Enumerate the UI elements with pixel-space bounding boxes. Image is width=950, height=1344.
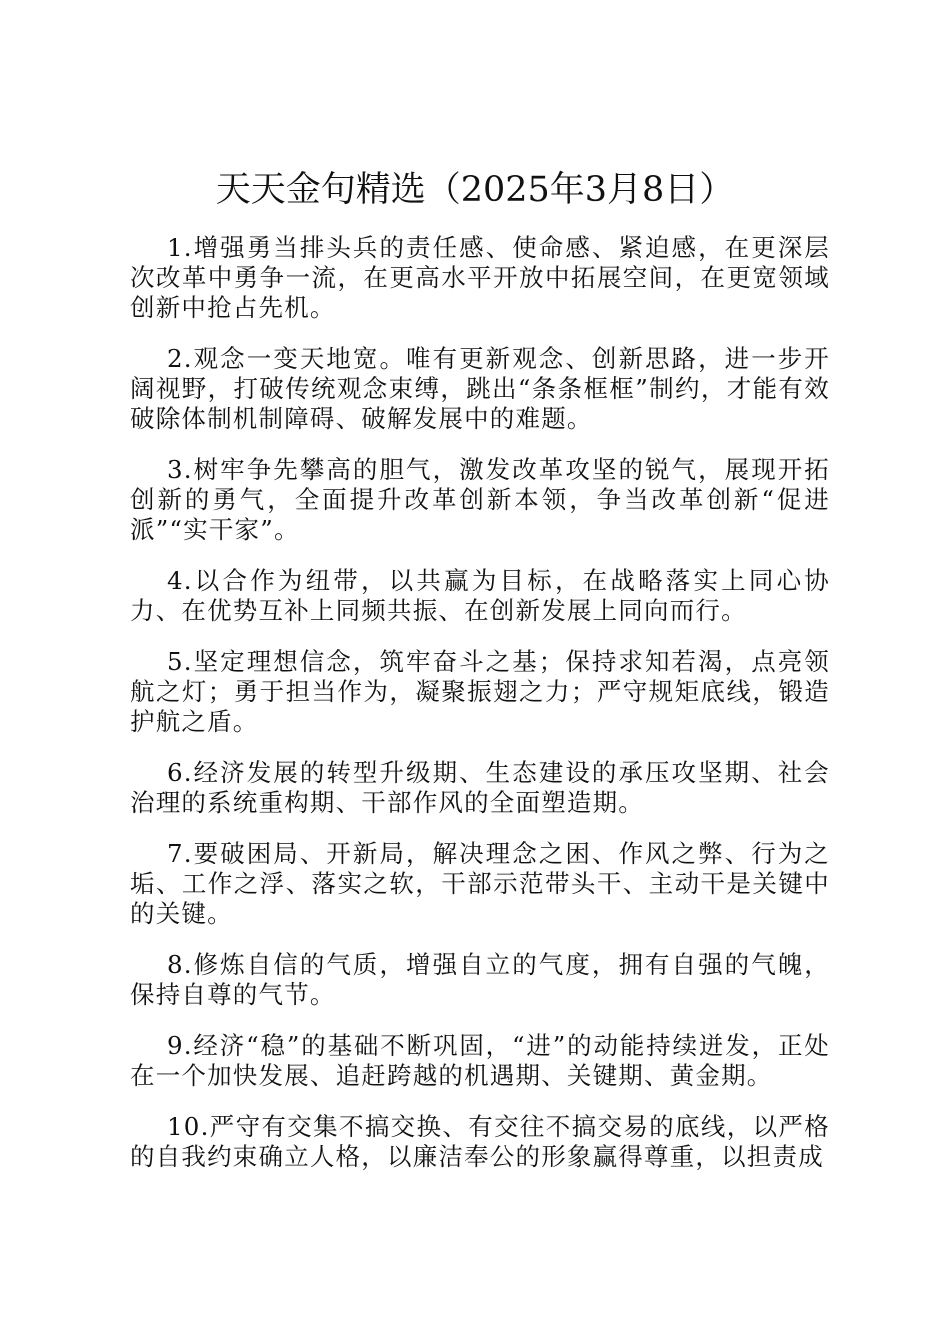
quote-item-10: 10.严守有交集不搞交换、有交往不搞交易的底线，以严格的自我约束确立人格，以廉洁奉公的形象赢得尊重，以担责成	[130, 1112, 830, 1171]
quote-item-3: 3.树牢争先攀高的胆气，激发改革攻坚的锐气，展现开拓创新的勇气，全面提升改革创新本领，争当改革创新“促进派”“实干家”。	[130, 455, 830, 544]
quote-item-2: 2.观念一变天地宽。唯有更新观念、创新思路，进一步开阔视野，打破传统观念束缚，跳出“条条框框”制约，才能有效破除体制机制障碍、破解发展中的难题。	[130, 344, 830, 433]
quote-item-9: 9.经济“稳”的基础不断巩固，“进”的动能持续迸发，正处在一个加快发展、追赶跨越的机遇期、关键期、黄金期。	[130, 1031, 830, 1090]
page-title: 天天金句精选（2025年3月8日）	[215, 170, 735, 210]
quote-item-4: 4.以合作为纽带，以共赢为目标，在战略落实上同心协力、在优势互补上同频共振、在创新发展上同向而行。	[130, 566, 830, 625]
quote-item-8: 8.修炼自信的气质，增强自立的气度，拥有自强的气魄，保持自尊的气节。	[130, 950, 830, 1009]
quote-item-6: 6.经济发展的转型升级期、生态建设的承压攻坚期、社会治理的系统重构期、干部作风的全面塑造期。	[130, 758, 830, 817]
quote-item-1: 1.增强勇当排头兵的责任感、使命感、紧迫感，在更深层次改革中勇争一流，在更高水平开放中拓展空间，在更宽领域创新中抢占先机。	[130, 233, 830, 322]
quote-list	[130, 233, 830, 1193]
quote-item-5: 5.坚定理想信念，筑牢奋斗之基；保持求知若渴，点亮领航之灯；勇于担当作为，凝聚振翅之力；严守规矩底线，锻造护航之盾。	[130, 647, 830, 736]
quote-item-7: 7.要破困局、开新局，解决理念之困、作风之弊、行为之垢、工作之浮、落实之软，干部示范带头干、主动干是关键中的关键。	[130, 839, 830, 928]
